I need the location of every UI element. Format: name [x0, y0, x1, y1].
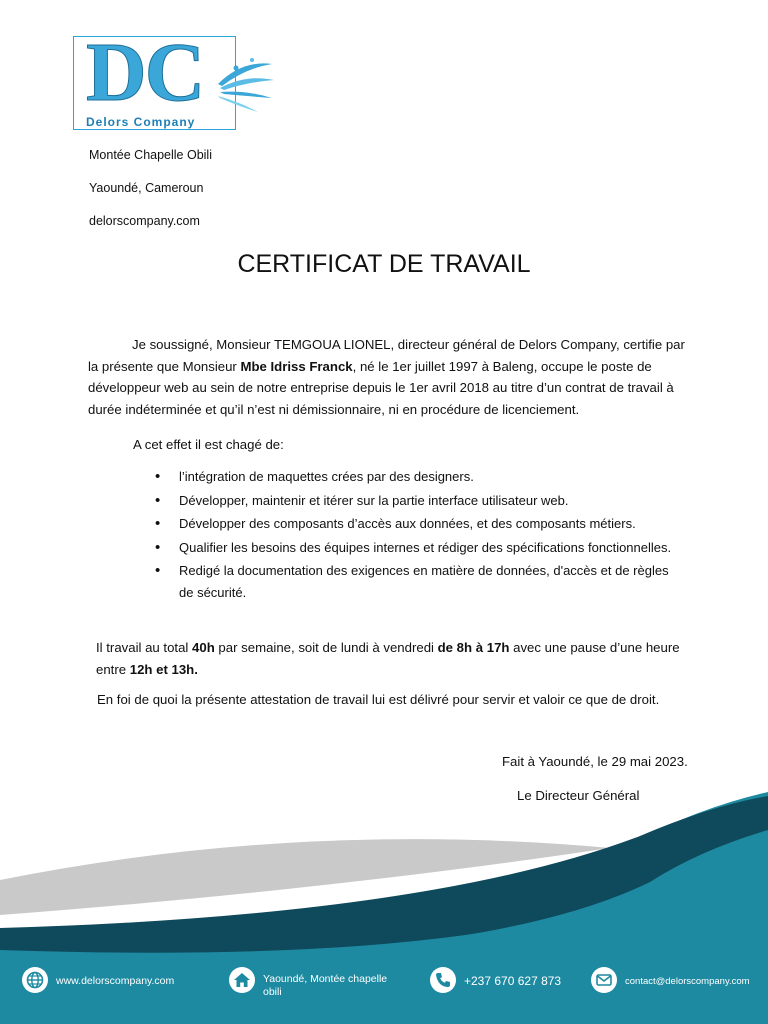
logo-company-name: Delors Company	[86, 115, 196, 129]
hours-text-b: par semaine, soit de lundi à vendredi	[214, 640, 438, 655]
footer-email-text: contact@delorscompany.com	[625, 976, 750, 987]
intro-paragraph	[88, 334, 688, 420]
phone-icon	[430, 967, 456, 993]
list-item: • Développer des composants d’accès aux données, et des composants métiers.	[155, 513, 675, 535]
footer-address	[229, 967, 399, 999]
list-item: • Qualifier les besoins des équipes internes et rédiger des spécifications fonctionnelles.	[155, 537, 675, 559]
footer-website[interactable]	[22, 967, 174, 993]
address-line-city: Yaoundé, Cameroun	[89, 181, 204, 195]
mail-icon	[591, 967, 617, 993]
hours-range: de 8h à 17h	[437, 640, 510, 655]
logo-letters: DC	[86, 26, 204, 119]
hours-text-c: avec une pause d’une heure entre	[96, 640, 680, 677]
home-icon	[229, 967, 255, 993]
address-line-website: delorscompany.com	[89, 214, 200, 228]
footer-website-text: www.delorscompany.com	[56, 975, 175, 987]
hours-paragraph	[96, 637, 686, 680]
footer-phone[interactable]	[430, 967, 561, 993]
address-line-street: Montée Chapelle Obili	[89, 148, 212, 162]
place-date: Fait à Yaoundé, le 29 mai 2023.	[502, 754, 688, 769]
intro-text-b: , né le 1er juillet 1997 à Baleng, occupe le poste de développeur web au sein de notre entreprise depuis le 1er avril 2018 au titre d’un contrat de travail à durée indéterminée et qu’il n’est ni démissionnaire, ni en procédure de licenciement.	[88, 358, 674, 417]
closing-paragraph: En foi de quoi la présente attestation de travail lui est délivré pour servir et valoir ce que de droit.	[97, 692, 660, 707]
footer-address-text: Yaoundé, Montée chapelle obili	[263, 973, 388, 998]
list-item: • l’intégration de maquettes crées par des designers.	[155, 466, 675, 488]
intro-text-a: Je soussigné, Monsieur TEMGOUA LIONEL, directeur général de Delors Company, certifie par la présente que Monsieur	[88, 337, 685, 374]
footer-phone-text: +237 670 627 873	[464, 974, 562, 988]
signatory-role: Le Directeur Général	[517, 788, 640, 803]
duties-intro: A cet effet il est chagé de:	[133, 437, 284, 452]
logo-rays-icon	[212, 54, 276, 114]
footer-email[interactable]	[591, 967, 750, 993]
employee-name: Mbe Idriss Franck	[240, 358, 353, 374]
duties-list	[155, 466, 675, 605]
hours-total: 40h	[192, 640, 215, 655]
globe-icon	[22, 967, 48, 993]
hours-break: 12h et 13h.	[129, 661, 198, 677]
document-title: CERTIFICAT DE TRAVAIL	[237, 250, 531, 278]
hours-text-a: Il travail au total	[96, 640, 193, 655]
list-item: • Redigé la documentation des exigences en matière de données, d'accès et de règles de sécurité.	[155, 560, 675, 603]
list-item: • Développer, maintenir et itérer sur la partie interface utilisateur web.	[155, 490, 675, 512]
